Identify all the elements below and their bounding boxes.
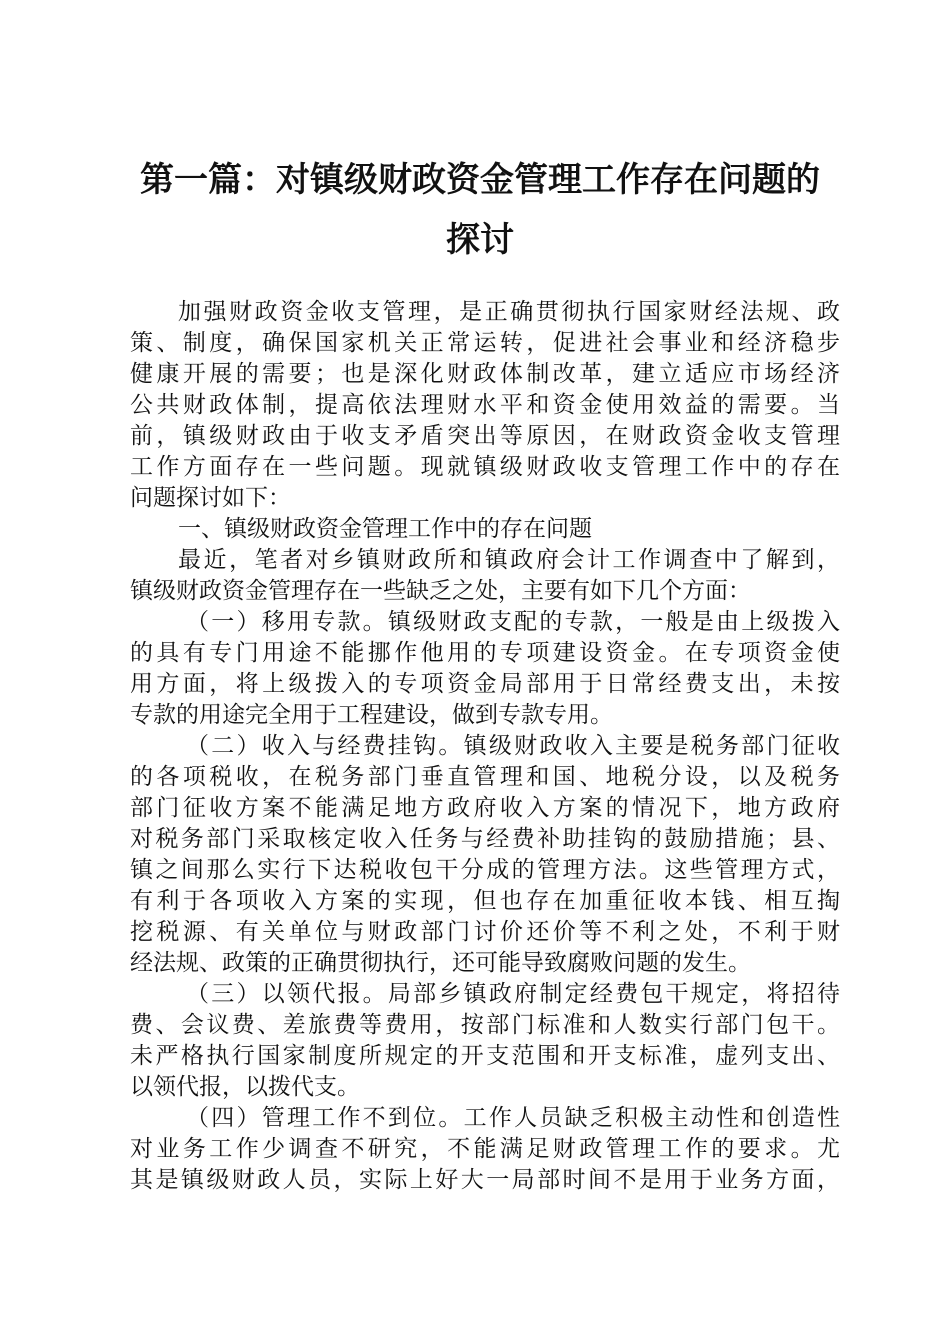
body-line: 的具有专门用途不能挪作他用的专项建设资金。在专项资金使 xyxy=(130,640,840,666)
body-line: 对税务部门采取核定收入任务与经费补助挂钩的鼓励措施；县、 xyxy=(130,826,840,852)
body-line: 有利于各项收入方案的实现，但也存在加重征收本钱、相互掏 xyxy=(130,888,840,914)
body-line: （四）管理工作不到位。工作人员缺乏积极主动性和创造性 xyxy=(186,1105,840,1131)
body-line: 经法规、政策的正确贯彻执行，还可能导致腐败问题的发生。 xyxy=(130,950,751,976)
body-line: 用方面，将上级拨入的专项资金局部用于日常经费支出，未按 xyxy=(130,671,840,697)
body-line: （一）移用专款。镇级财政支配的专款，一般是由上级拨入 xyxy=(186,609,840,635)
body-line: 以领代报，以拨代支。 xyxy=(130,1074,360,1100)
body-line: （三）以领代报。局部乡镇政府制定经费包干规定，将招待 xyxy=(186,981,840,1007)
body-line: 最近，笔者对乡镇财政所和镇政府会计工作调查中了解到， xyxy=(178,547,840,573)
document-title-line-2: 探讨 xyxy=(446,220,514,260)
body-line: 工作方面存在一些问题。现就镇级财政收支管理工作中的存在 xyxy=(130,454,840,480)
section-heading: 一、镇级财政资金管理工作中的存在问题 xyxy=(178,516,592,542)
body-line: 专款的用途完全用于工程建设，做到专款专用。 xyxy=(130,702,613,728)
body-line: 镇级财政资金管理存在一些缺乏之处，主要有如下几个方面： xyxy=(130,578,751,604)
body-line: 镇之间那么实行下达税收包干分成的管理方法。这些管理方式， xyxy=(130,857,840,883)
body-line: 公共财政体制，提高依法理财水平和资金使用效益的需要。当 xyxy=(130,392,840,418)
body-line: 问题探讨如下： xyxy=(130,485,291,511)
body-line: 部门征收方案不能满足地方政府收入方案的情况下，地方政府 xyxy=(130,795,840,821)
body-line: 前，镇级财政由于收支矛盾突出等原因，在财政资金收支管理 xyxy=(130,423,840,449)
body-line: 其是镇级财政人员，实际上好大一局部时间不是用于业务方面， xyxy=(130,1167,840,1193)
body-line: 策、制度，确保国家机关正常运转，促进社会事业和经济稳步 xyxy=(130,330,840,356)
body-line: 对业务工作少调查不研究，不能满足财政管理工作的要求。尤 xyxy=(130,1136,840,1162)
body-line: 的各项税收，在税务部门垂直管理和国、地税分设，以及税务 xyxy=(130,764,840,790)
body-line: 费、会议费、差旅费等费用，按部门标准和人数实行部门包干。 xyxy=(130,1012,840,1038)
body-line: 未严格执行国家制度所规定的开支范围和开支标准，虚列支出、 xyxy=(130,1043,840,1069)
body-line: 健康开展的需要；也是深化财政体制改革，建立适应市场经济 xyxy=(130,361,840,387)
body-line: 挖税源、有关单位与财政部门讨价还价等不利之处，不利于财 xyxy=(130,919,840,945)
body-line: （二）收入与经费挂钩。镇级财政收入主要是税务部门征收 xyxy=(186,733,840,759)
body-line: 加强财政资金收支管理，是正确贯彻执行国家财经法规、政 xyxy=(178,299,840,325)
document-title-line-1: 第一篇：对镇级财政资金管理工作存在问题的 xyxy=(140,160,820,200)
